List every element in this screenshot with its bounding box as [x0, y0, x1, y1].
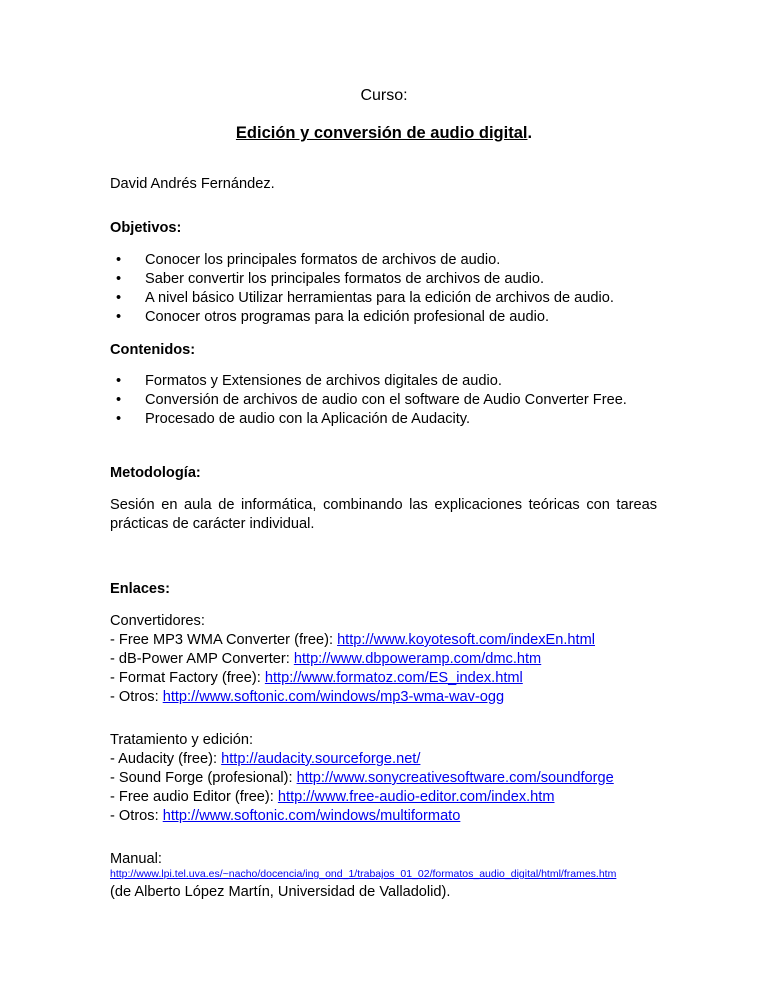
manual-credit: (de Alberto López Martín, Universidad de Valladolid).: [110, 884, 451, 900]
link[interactable]: http://audacity.sourceforge.net/: [221, 751, 421, 767]
link-line: - Free audio Editor (free): http://www.free-audio-editor.com/index.htm: [110, 789, 555, 805]
author: David Andrés Fernández.: [110, 176, 275, 192]
link[interactable]: http://www.softonic.com/windows/multiformato: [162, 808, 461, 824]
link-line: - Otros: http://www.softonic.com/windows/mp3-wma-wav-ogg: [110, 689, 505, 705]
list-item: • Saber convertir los principales formatos de archivos de audio.: [116, 271, 545, 287]
manual-label: Manual:: [110, 851, 162, 867]
link[interactable]: http://www.formatoz.com/ES_index.html: [264, 670, 523, 686]
course-title: [0, 124, 768, 143]
list-item: • Conocer los principales formatos de archivos de audio.: [116, 252, 501, 268]
manual-link-line: [110, 867, 616, 881]
link[interactable]: http://www.softonic.com/windows/mp3-wma-wav-ogg: [162, 689, 505, 705]
convertidores-label: Convertidores:: [110, 613, 205, 629]
metodologia-heading: Metodología:: [110, 465, 201, 481]
contenidos-heading: Contenidos:: [110, 342, 196, 358]
tratamiento-label: Tratamiento y edición:: [110, 732, 254, 748]
link[interactable]: http://www.free-audio-editor.com/index.htm: [277, 789, 555, 805]
list-item: • A nivel básico Utilizar herramientas para la edición de archivos de audio.: [116, 290, 614, 306]
enlaces-heading: Enlaces:: [110, 581, 171, 597]
title-suffix: .: [527, 124, 533, 142]
link-line: - Sound Forge (profesional): http://www.sonycreativesoftware.com/soundforge: [110, 770, 614, 786]
link-line: - Audacity (free): http://audacity.sourceforge.net/: [110, 751, 421, 767]
link[interactable]: http://www.koyotesoft.com/indexEn.html: [337, 632, 595, 648]
link[interactable]: http://www.dbpoweramp.com/dmc.htm: [293, 651, 542, 667]
title-text: Edición y conversión de audio digital: [235, 124, 528, 142]
link-line: - dB-Power AMP Converter: http://www.dbpoweramp.com/dmc.htm: [110, 651, 542, 667]
list-item: • Conocer otros programas para la edición profesional de audio.: [116, 309, 550, 325]
link-line: - Otros: http://www.softonic.com/windows/multiformato: [110, 808, 461, 824]
objetivos-heading: Objetivos:: [110, 220, 182, 236]
manual-link[interactable]: http://www.lpi.tel.uva.es/~nacho/docencia/ing_ond_1/trabajos_01_02/formatos_audio_digital/html/frames.htm: [110, 868, 617, 880]
course-label: Curso:: [360, 87, 408, 104]
link[interactable]: http://www.sonycreativesoftware.com/soundforge: [296, 770, 614, 786]
metodologia-text: Sesión en aula de informática, combinando las explicaciones teóricas con tareas prácticas de carácter individual.: [110, 497, 657, 532]
link-line: - Format Factory (free): http://www.formatoz.com/ES_index.html: [110, 670, 523, 686]
list-item: • Conversión de archivos de audio con el software de Audio Converter Free.: [116, 392, 627, 408]
list-item: • Formatos y Extensiones de archivos digitales de audio.: [116, 373, 502, 389]
list-item: • Procesado de audio con la Aplicación de Audacity.: [116, 411, 471, 427]
link-line: - Free MP3 WMA Converter (free): http://www.koyotesoft.com/indexEn.html: [110, 632, 595, 648]
